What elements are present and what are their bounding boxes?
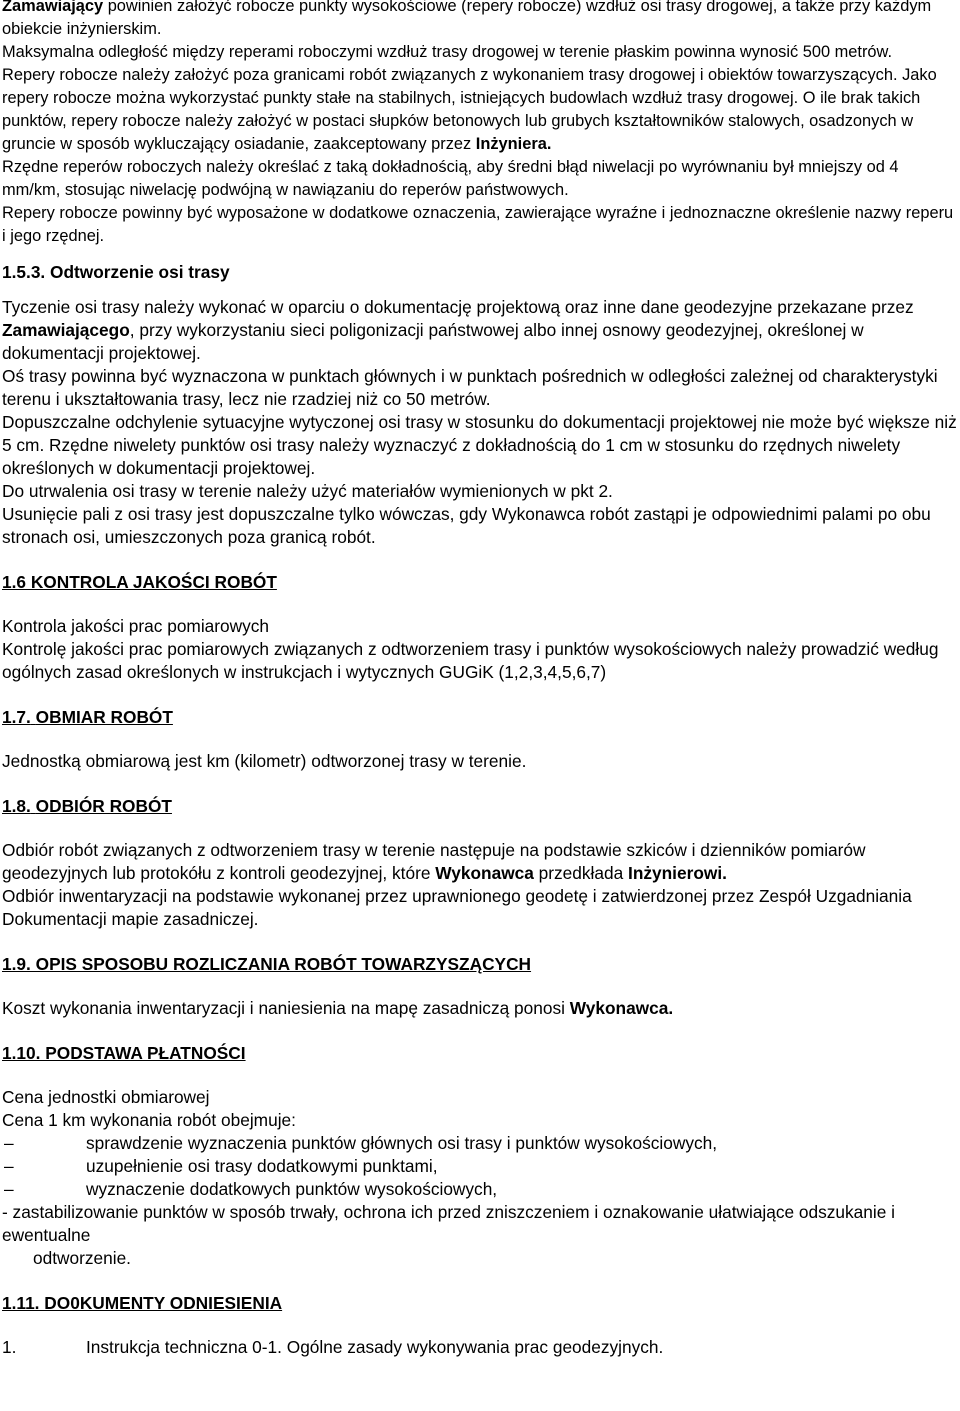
section-heading-17 bbox=[2, 706, 960, 729]
paragraph: Oś trasy powinna być wyznaczona w punktach głównych i w punktach pośrednich w odległości zależnej od charakterystyki terenu i ukształtowania trasy, lecz nie rzadziej niż co 50 metrów. bbox=[2, 366, 938, 409]
text: Odbiór robót związanych z odtworzeniem trasy w terenie następuje na podstawie szkiców i dzienników pomiarów geodezyjnych lub protokółu z kontroli geodezyjnej, które bbox=[2, 840, 866, 883]
section-heading-153: 1.5.3. Odtworzenie osi trasy bbox=[2, 262, 230, 282]
section-number: 1.8. bbox=[2, 796, 31, 816]
paragraph: Do utrwalenia osi trasy w terenie należy użyć materiałów wymienionych w pkt 2. bbox=[2, 481, 613, 501]
bold-term: Zamawiającego bbox=[2, 320, 130, 340]
heading-text bbox=[2, 796, 172, 816]
dash-marker: – bbox=[4, 1179, 14, 1199]
heading-text: 1.6 KONTROLA JAKOŚCI ROBÓT bbox=[2, 572, 277, 592]
dash-marker: – bbox=[4, 1133, 14, 1153]
paragraph: Kontrolę jakości prac pomiarowych związanych z odtworzeniem trasy i punktów wysokościowych należy prowadzić według ogólnych zasad określonych w instrukcjach i wytycznych GUGiK (1,2,3,4,5,6,7) bbox=[2, 639, 939, 682]
section-heading-111 bbox=[2, 1292, 960, 1315]
section-number: 1.7. bbox=[2, 707, 31, 727]
bold-term: Wykonawca bbox=[435, 863, 534, 883]
section-heading-110 bbox=[2, 1042, 960, 1065]
paragraph: Repery robocze powinny być wyposażone w dodatkowe oznaczenia, zawierające wyraźne i jednoznaczne określenie nazwy reperu i jego rzędnej. bbox=[2, 204, 954, 245]
paragraph: Cena 1 km wykonania robót obejmuje: bbox=[2, 1110, 296, 1130]
section-heading-16 bbox=[2, 571, 960, 594]
section-title: ODBIÓR ROBÓT bbox=[35, 796, 172, 816]
list-item-text: wyznaczenie dodatkowych punktów wysokościowych, bbox=[86, 1179, 498, 1199]
section-19-body bbox=[2, 997, 960, 1020]
section-17-body: Jednostką obmiarową jest km (kilometr) odtworzonej trasy w terenie. bbox=[2, 751, 527, 771]
list-item-text: sprawdzenie wyznaczenia punktów głównych osi trasy i punktów wysokościowych, bbox=[86, 1133, 718, 1153]
list-item bbox=[2, 1132, 960, 1155]
heading-text: 1.11. DO0KUMENTY ODNIESIENIA bbox=[2, 1293, 283, 1313]
list-item-last: - zastabilizowanie punktów w sposób trwały, ochrona ich przed zniszczeniem i oznakowanie ułatwiające odszukanie i ewentualne bbox=[2, 1202, 895, 1245]
text: Jako repery robocze można wykorzystać punkty stałe na stabilnych, istniejących budowlach wzdłuż trasy drogowej. bbox=[2, 66, 937, 107]
paragraph: Odbiór inwentaryzacji na podstawie wykonanej przez uprawnionego geodetę i zatwierdzonej przez Zespół Uzgadniania Dokumentacji mapie zasadniczej. bbox=[2, 886, 912, 929]
paragraph: Dopuszczalne odchylenie sytuacyjne wytyczonej osi trasy w stosunku do dokumentacji projektowej nie może być większe niż 5 cm. Rzędne niwelety punktów osi trasy należy wyznaczyć z dokładnością do 1 cm w stosunku do rzędnych niwelety określonych w dokumentacji projektowej. bbox=[2, 412, 957, 478]
text: przedkłada bbox=[533, 863, 629, 883]
bold-term: Inżyniera. bbox=[475, 135, 552, 153]
bold-term: Inżynierowi. bbox=[628, 863, 727, 883]
paragraph bbox=[2, 296, 960, 365]
section-heading-19 bbox=[2, 953, 960, 976]
subheading: Kontrola jakości prac pomiarowych bbox=[2, 616, 270, 636]
section-110-body bbox=[2, 1086, 960, 1270]
list-item-text: uzupełnienie osi trasy dodatkowymi punktami, bbox=[86, 1156, 438, 1176]
bold-term: Wykonawca. bbox=[569, 998, 674, 1018]
repery-section bbox=[2, 0, 960, 248]
section-16-body bbox=[2, 615, 960, 684]
reference-text: Instrukcja techniczna 0-1. Ogólne zasady wykonywania prac geodezyjnych. bbox=[86, 1337, 664, 1357]
paragraph bbox=[2, 0, 960, 41]
reference-number: 1. bbox=[2, 1337, 17, 1357]
subheading: Cena jednostki obmiarowej bbox=[2, 1087, 210, 1107]
list-item-continuation: odtworzenie. bbox=[33, 1248, 131, 1268]
paragraph bbox=[2, 64, 960, 156]
text: , przy wykorzystaniu sieci poligonizacji państwowej albo innej osnowy geodezyjnej, określonej w dokumentacji projektowej. bbox=[2, 320, 864, 363]
section-153-body bbox=[2, 296, 960, 549]
text: powinien założyć robocze punkty wysokościowe (repery robocze) wzdłuż osi trasy drogowej, a także przy każdym obiekcie inżynierskim. bbox=[2, 0, 932, 38]
text: O ile brak takich punktów, repery robocze należy założyć w postaci słupków betonowych lub grubych kształtowników stalowych, osadzonych w gruncie w sposób wykluczający osiadanie, zaakceptowany przez bbox=[2, 89, 921, 153]
reference-item bbox=[2, 1336, 960, 1359]
paragraph bbox=[2, 839, 960, 885]
section-title: OBMIAR ROBÓT bbox=[35, 707, 173, 727]
section-18-body bbox=[2, 839, 960, 931]
bold-term: Zamawiający bbox=[2, 0, 104, 15]
paragraph: Maksymalna odległość między reperami roboczymi wzdłuż trasy drogowej w terenie płaskim powinna wynosić 500 metrów. bbox=[2, 43, 893, 61]
text: Tyczenie osi trasy należy wykonać w oparciu o dokumentację projektową oraz inne dane geodezyjne przekazane przez bbox=[2, 297, 914, 317]
heading-text: 1.9. OPIS SPOSOBU ROZLICZANIA ROBÓT TOWARZYSZĄCYCH bbox=[2, 954, 532, 974]
text: Koszt wykonania inwentaryzacji i naniesienia na mapę zasadniczą ponosi bbox=[2, 998, 570, 1018]
heading-text: 1.10. PODSTAWA PŁATNOŚCI bbox=[2, 1043, 246, 1063]
list-item bbox=[2, 1155, 960, 1178]
heading-text bbox=[2, 707, 173, 727]
paragraph: Usunięcie pali z osi trasy jest dopuszczalne tylko wówczas, gdy Wykonawca robót zastąpi je odpowiednimi palami po obu stronach osi, umieszczonych poza granicą robót. bbox=[2, 504, 931, 547]
section-heading-18 bbox=[2, 795, 960, 818]
dash-marker: – bbox=[4, 1156, 14, 1176]
list-item bbox=[2, 1178, 960, 1201]
text: Repery robocze należy założyć poza granicami robót związanych z wykonaniem trasy drogowej i obiektów towarzyszących. bbox=[2, 66, 898, 84]
paragraph: Rzędne reperów roboczych należy określać z taką dokładnością, aby średni błąd niwelacji po wyrównaniu był mniejszy od 4 mm/km, stosując niwelację podwójną w nawiązaniu do reperów państwowych. bbox=[2, 158, 899, 199]
